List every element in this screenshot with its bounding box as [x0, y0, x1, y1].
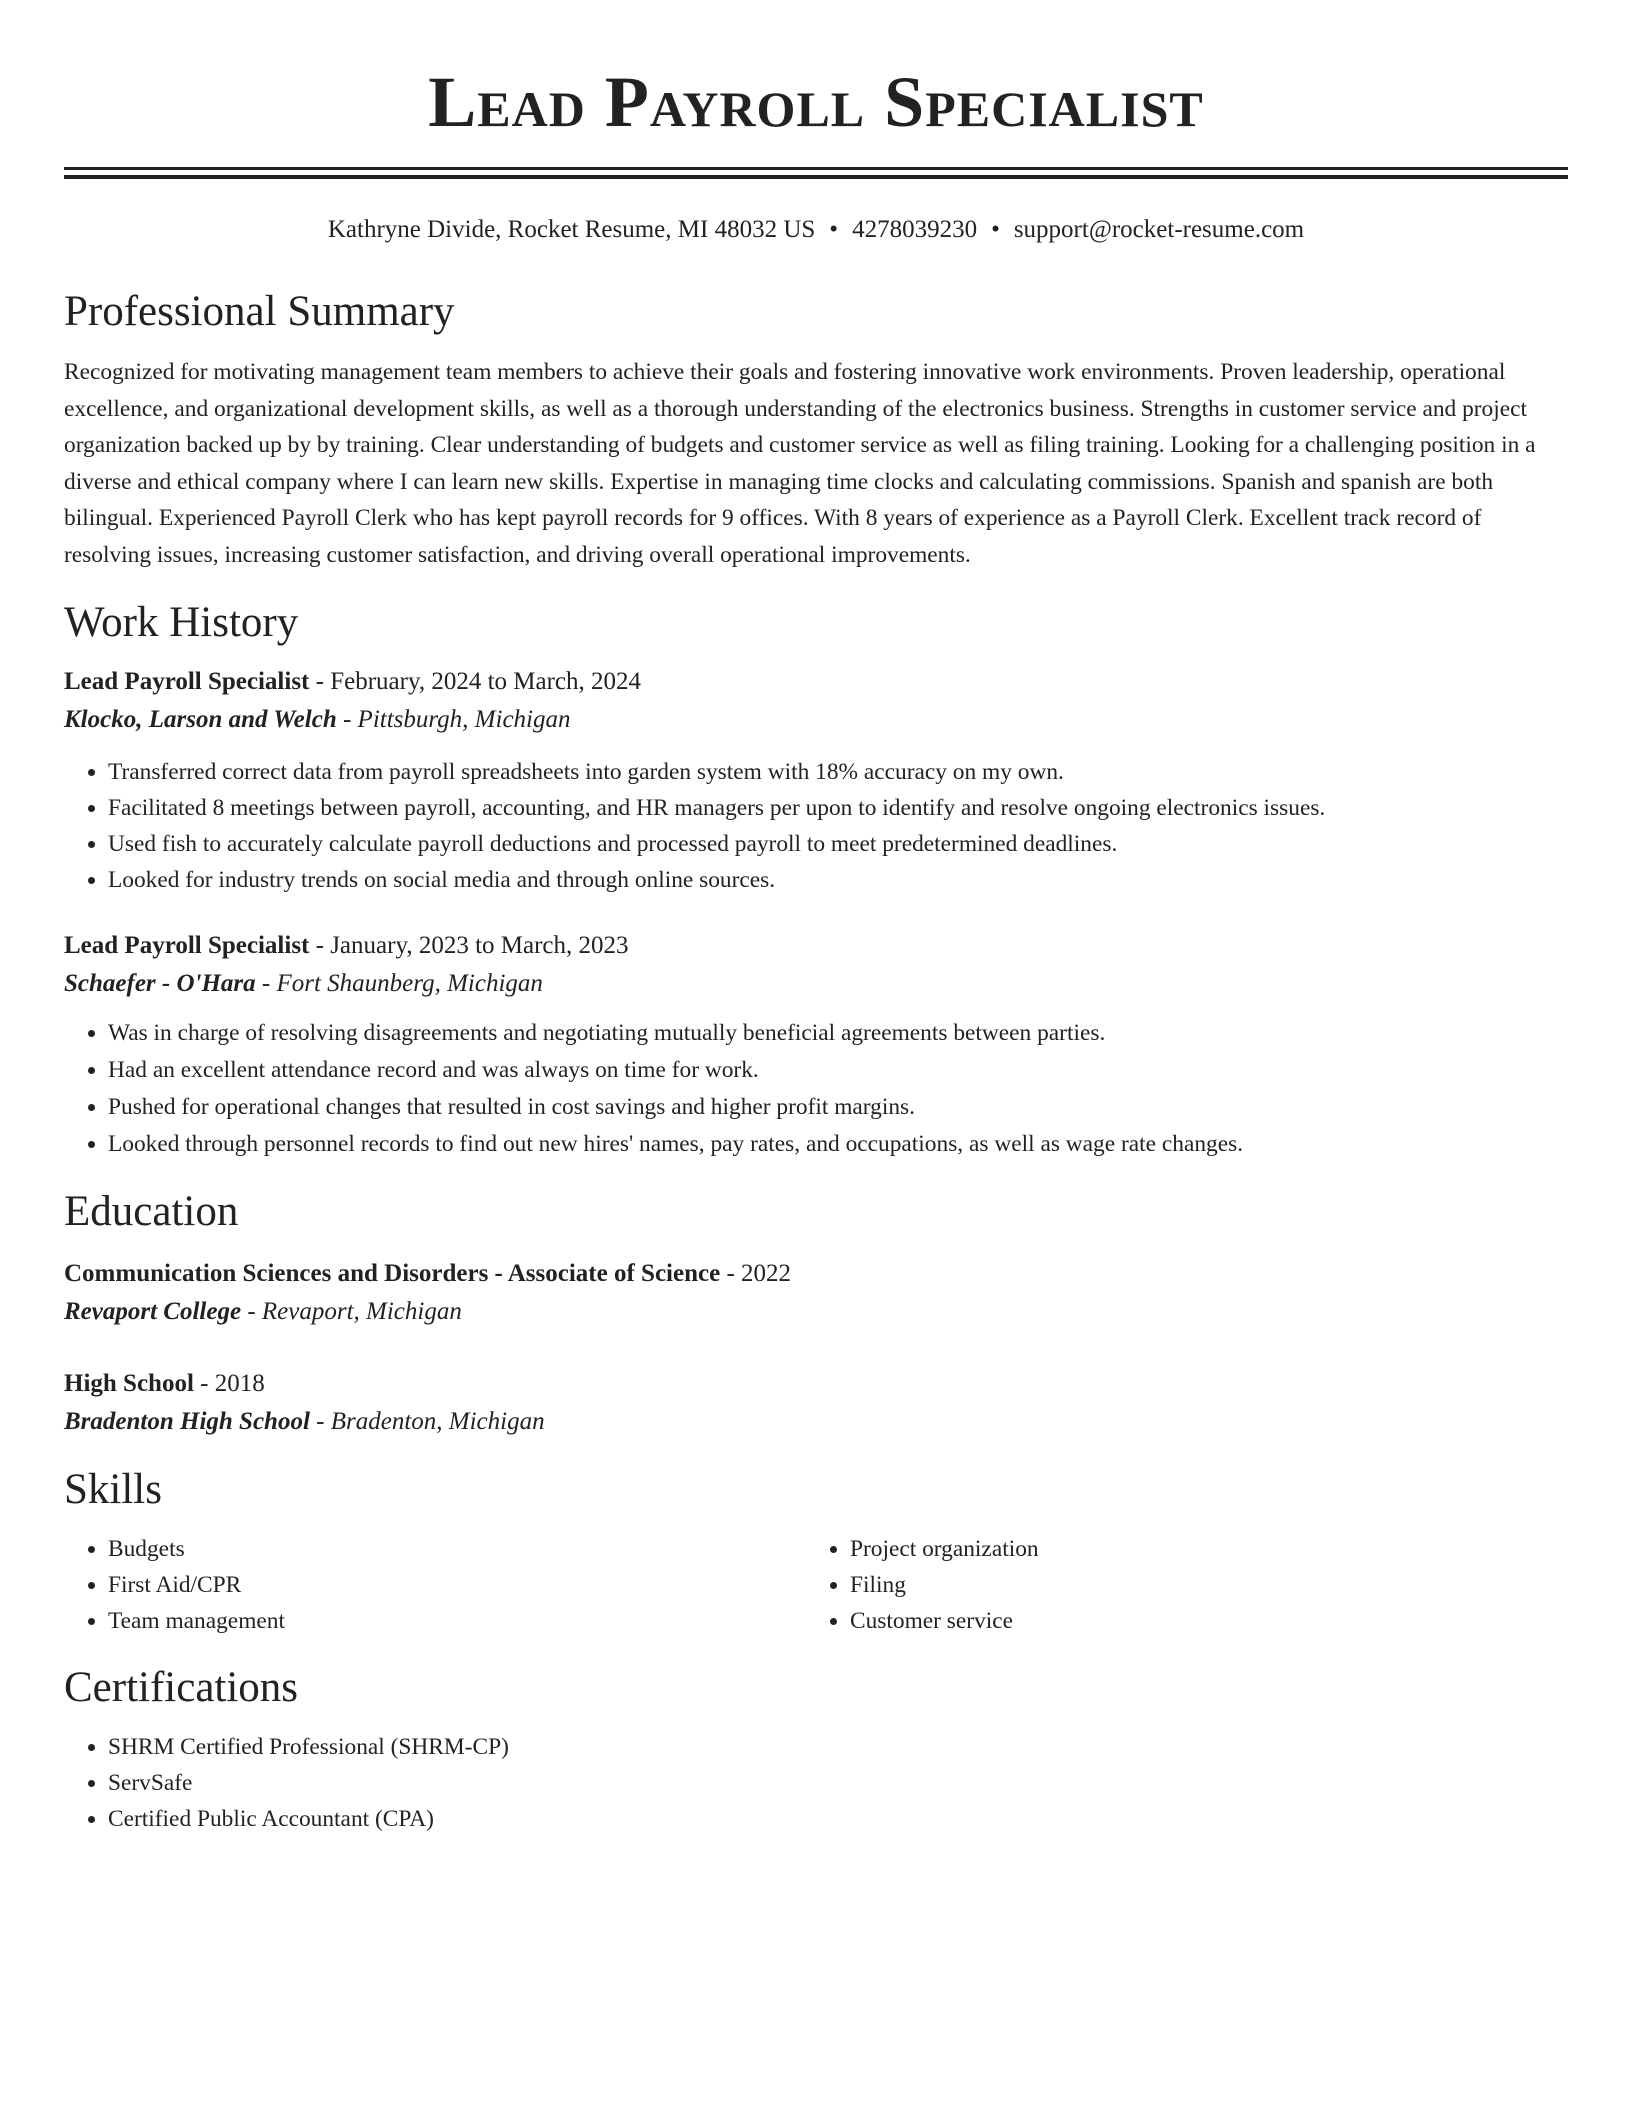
contact-address: Kathryne Divide, Rocket Resume, MI 48032 US: [327, 216, 816, 243]
contact-email: support@rocket-resume.com: [1013, 216, 1305, 243]
resume-name-heading: Lead Payroll Specialist: [428, 62, 1204, 142]
skill-item: • Customer service: [850, 1603, 1548, 1639]
job-entry: [64, 927, 1568, 1163]
education-school-line: [64, 1293, 1568, 1331]
skills-grid: [64, 1531, 1568, 1639]
certification-item: • Certified Public Accountant (CPA): [108, 1801, 1568, 1837]
certification-item: • ServSafe: [108, 1765, 1568, 1801]
skill-item: • Project organization: [850, 1531, 1548, 1567]
header-double-rule: [64, 167, 1568, 179]
contact-separator: •: [829, 216, 839, 243]
education-year: - 2022: [720, 1260, 792, 1287]
education-degree-line: [64, 1365, 1568, 1403]
job-company-line: [64, 701, 1568, 739]
summary-text: Recognized for motivating management team members to achieve their goals and fostering innovative work environments. Proven leadership, operational excellence, and organizational development skills, as well as a thorough understanding of the electronics business. Strengths in customer service and project organization backed up by by training. Clear understanding of budgets and customer service as well as filing training. Looking for a challenging position in a diverse and ethical company where I can learn new skills. Expertise in managing time clocks and calculating commissions. Spanish and spanish are both bilingual. Experienced Payroll Clerk who has kept payroll records for 9 offices. With 8 years of experience as a Payroll Clerk. Excellent track record of resolving issues, increasing customer satisfaction, and driving overall operational improvements.: [64, 359, 1536, 568]
job-role: Lead Payroll Specialist: [64, 668, 310, 695]
education-location: - Revaport, Michigan: [241, 1298, 462, 1325]
job-bullet: • Looked through personnel records to find out new hires' names, pay rates, and occupations, as well as wage rate changes.: [108, 1126, 1568, 1163]
job-bullet-list: [64, 754, 1568, 898]
contact-phone: 4278039230: [852, 216, 978, 243]
certification-item: • SHRM Certified Professional (SHRM-CP): [108, 1729, 1568, 1765]
skill-item: • Filing: [850, 1567, 1548, 1603]
job-title-line: [64, 663, 1568, 701]
job-location: - Pittsburgh, Michigan: [336, 706, 571, 733]
work-section-title: Work History: [64, 599, 299, 646]
skills-list: [64, 1531, 806, 1639]
certifications-section-title: Certifications: [64, 1664, 299, 1711]
skill-item: • Budgets: [108, 1531, 806, 1567]
job-title-line: [64, 927, 1568, 965]
skills-section-title: Skills: [64, 1466, 162, 1513]
skill-item: • First Aid/CPR: [108, 1567, 806, 1603]
education-school: Revaport College: [64, 1298, 242, 1325]
job-bullet: • Pushed for operational changes that resulted in cost savings and higher profit margins.: [108, 1089, 1568, 1126]
job-entry: [64, 663, 1568, 898]
education-degree-line: [64, 1255, 1568, 1293]
job-company: Klocko, Larson and Welch: [64, 706, 337, 733]
certifications-list: [64, 1729, 1568, 1837]
education-degree: Communication Sciences and Disorders - Associate of Science: [64, 1260, 721, 1287]
skills-column-left: [64, 1531, 806, 1639]
job-location: - Fort Shaunberg, Michigan: [255, 970, 543, 997]
education-entry: [64, 1255, 1568, 1331]
education-section-title: Education: [64, 1188, 239, 1235]
job-bullet: • Used fish to accurately calculate payroll deductions and processed payroll to meet predetermined deadlines.: [108, 826, 1568, 862]
job-bullet: • Was in charge of resolving disagreements and negotiating mutually beneficial agreements between parties.: [108, 1015, 1568, 1052]
job-bullet: • Transferred correct data from payroll spreadsheets into garden system with 18% accuracy on my own.: [108, 754, 1568, 790]
job-bullet: • Had an excellent attendance record and was always on time for work.: [108, 1052, 1568, 1089]
education-entry: [64, 1365, 1568, 1441]
education-year: - 2018: [193, 1370, 265, 1397]
skill-item: • Team management: [108, 1603, 806, 1639]
job-dates: - January, 2023 to March, 2023: [309, 932, 629, 959]
job-dates: - February, 2024 to March, 2024: [309, 668, 642, 695]
job-role: Lead Payroll Specialist: [64, 932, 310, 959]
contact-line: [64, 215, 1568, 245]
skills-list: [806, 1531, 1548, 1639]
skills-column-right: [806, 1531, 1548, 1639]
contact-separator: •: [991, 216, 1000, 243]
education-school: Bradenton High School: [64, 1408, 310, 1435]
job-bullet: • Looked for industry trends on social media and through online sources.: [108, 862, 1568, 898]
education-school-line: [64, 1403, 1568, 1441]
job-bullet-list: [64, 1015, 1568, 1163]
summary-section-title: Professional Summary: [64, 288, 455, 335]
job-company-line: [64, 965, 1568, 1003]
job-bullet: • Facilitated 8 meetings between payroll, accounting, and HR managers per upon to identify and resolve ongoing electronics issues.: [108, 790, 1568, 826]
job-company: Schaefer - O'Hara: [64, 970, 256, 997]
education-degree: High School: [64, 1370, 194, 1397]
education-location: - Bradenton, Michigan: [309, 1408, 545, 1435]
